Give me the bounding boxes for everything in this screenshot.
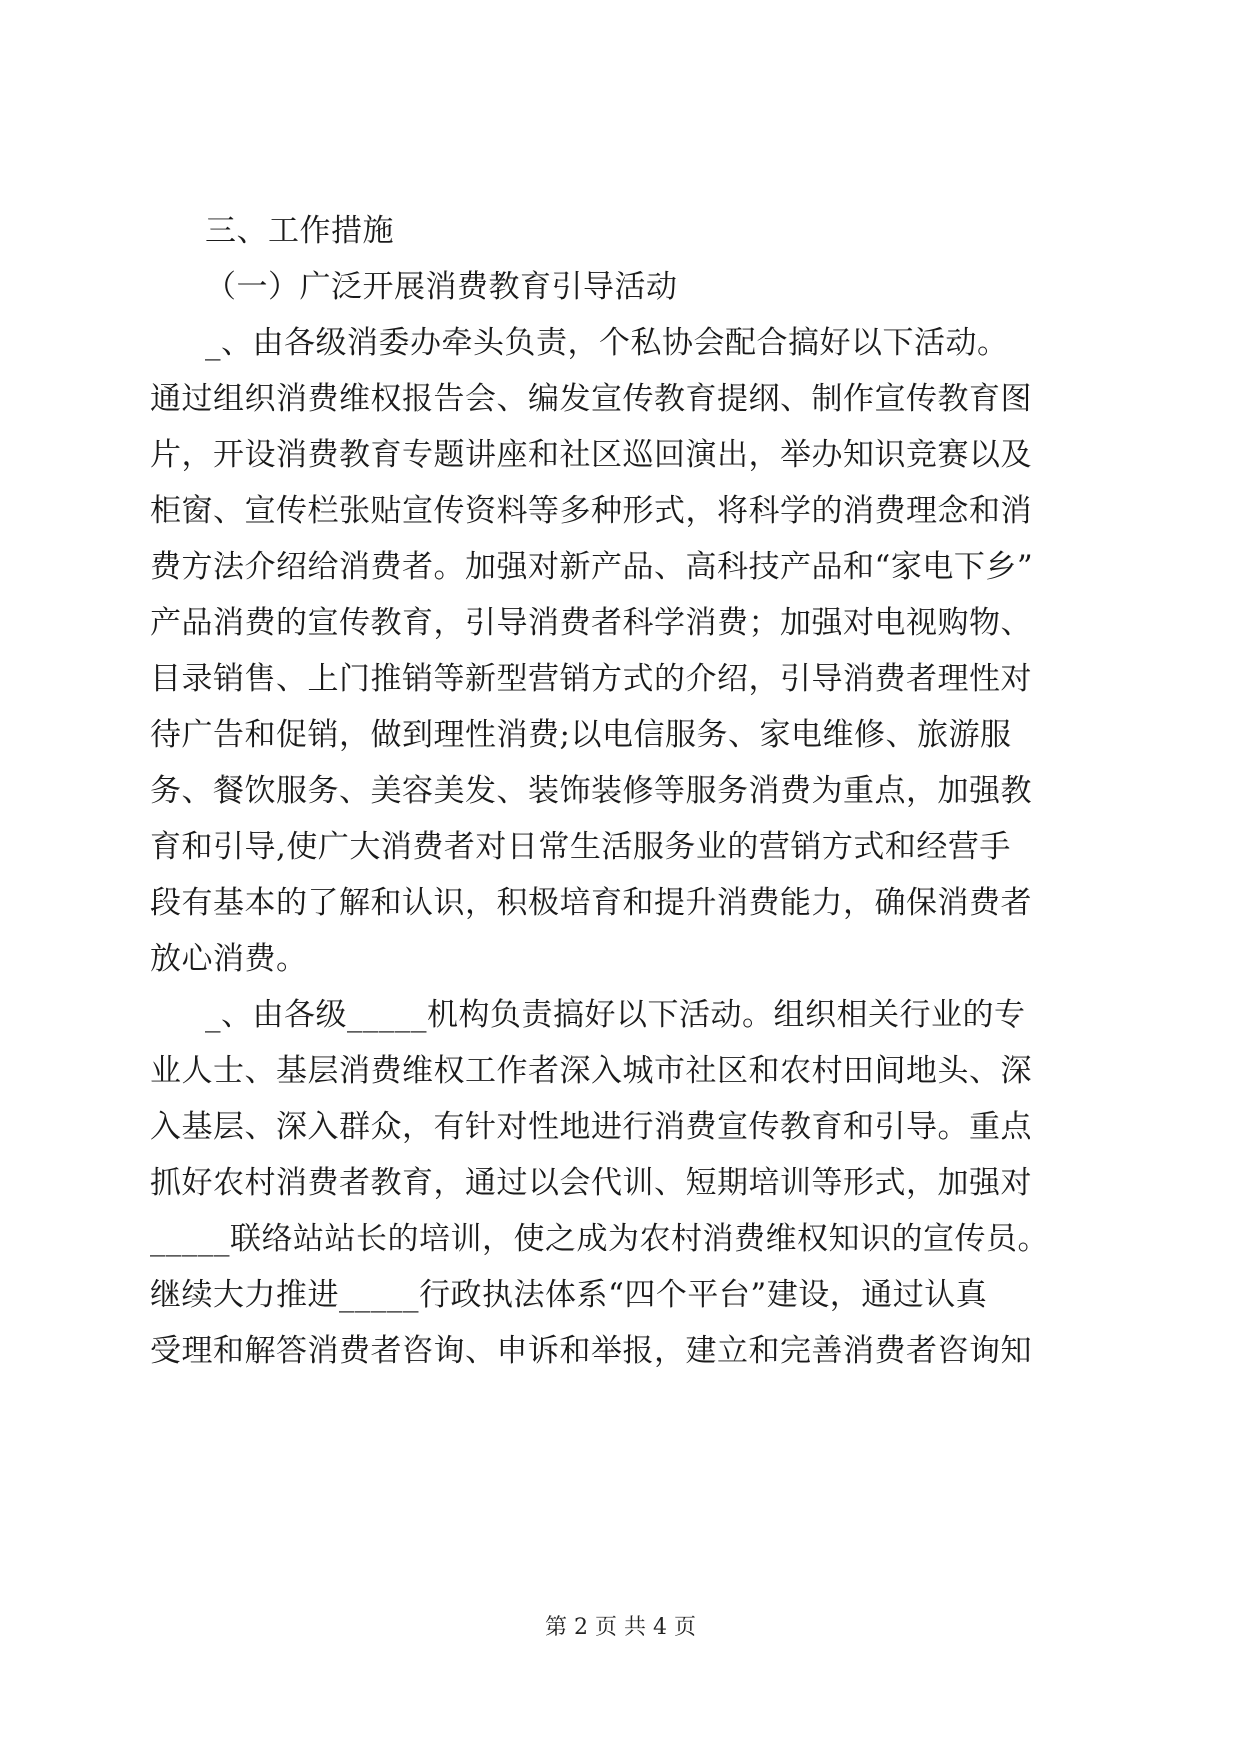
paragraph-line: 放心消费。 <box>150 941 308 977</box>
paragraph-line: 段有基本的了解和认识，积极培育和提升消费能力，确保消费者 <box>150 885 1032 921</box>
paragraph-line: 入基层、深入群众，有针对性地进行消费宣传教育和引导。重点 <box>150 1109 1032 1145</box>
paragraph-line: _、由各级消委办牵头负责，个私协会配合搞好以下活动。 <box>205 325 1009 361</box>
paragraph-line: 通过组织消费维权报告会、编发宣传教育提纲、制作宣传教育图 <box>150 381 1032 417</box>
subsection-heading: （一）广泛开展消费教育引导活动 <box>205 269 678 305</box>
paragraph-line: 目录销售、上门推销等新型营销方式的介绍，引导消费者理性对 <box>150 661 1032 697</box>
paragraph-line: _、由各级_____机构负责搞好以下活动。组织相关行业的专 <box>205 997 1026 1033</box>
paragraph-line: 费方法介绍给消费者。加强对新产品、高科技产品和“家电下乡” <box>150 549 1034 585</box>
section-heading: 三、工作措施 <box>205 213 394 249</box>
paragraph-line: 育和引导,使广大消费者对日常生活服务业的营销方式和经营手 <box>150 829 1011 865</box>
paragraph-line: 片，开设消费教育专题讲座和社区巡回演出，举办知识竞赛以及 <box>150 437 1032 473</box>
paragraph-line: _____联络站站长的培训，使之成为农村消费维权知识的宣传员。 <box>150 1221 1049 1257</box>
paragraph-line: 柜窗、宣传栏张贴宣传资料等多种形式，将科学的消费理念和消 <box>150 493 1032 529</box>
paragraph-line: 业人士、基层消费维权工作者深入城市社区和农村田间地头、深 <box>150 1053 1032 1089</box>
paragraph-line: 受理和解答消费者咨询、申诉和举报，建立和完善消费者咨询知 <box>150 1333 1032 1369</box>
page-footer: 第 2 页 共 4 页 <box>545 1615 696 1640</box>
paragraph-line: 务、餐饮服务、美容美发、装饰装修等服务消费为重点，加强教 <box>150 773 1032 809</box>
paragraph-line: 抓好农村消费者教育，通过以会代训、短期培训等形式，加强对 <box>150 1165 1032 1201</box>
paragraph-line: 待广告和促销，做到理性消费;以电信服务、家电维修、旅游服 <box>150 717 1012 753</box>
paragraph-line: 产品消费的宣传教育，引导消费者科学消费；加强对电视购物、 <box>150 605 1032 641</box>
paragraph-line: 继续大力推进_____行政执法体系“四个平台”建设，通过认真 <box>150 1277 988 1313</box>
